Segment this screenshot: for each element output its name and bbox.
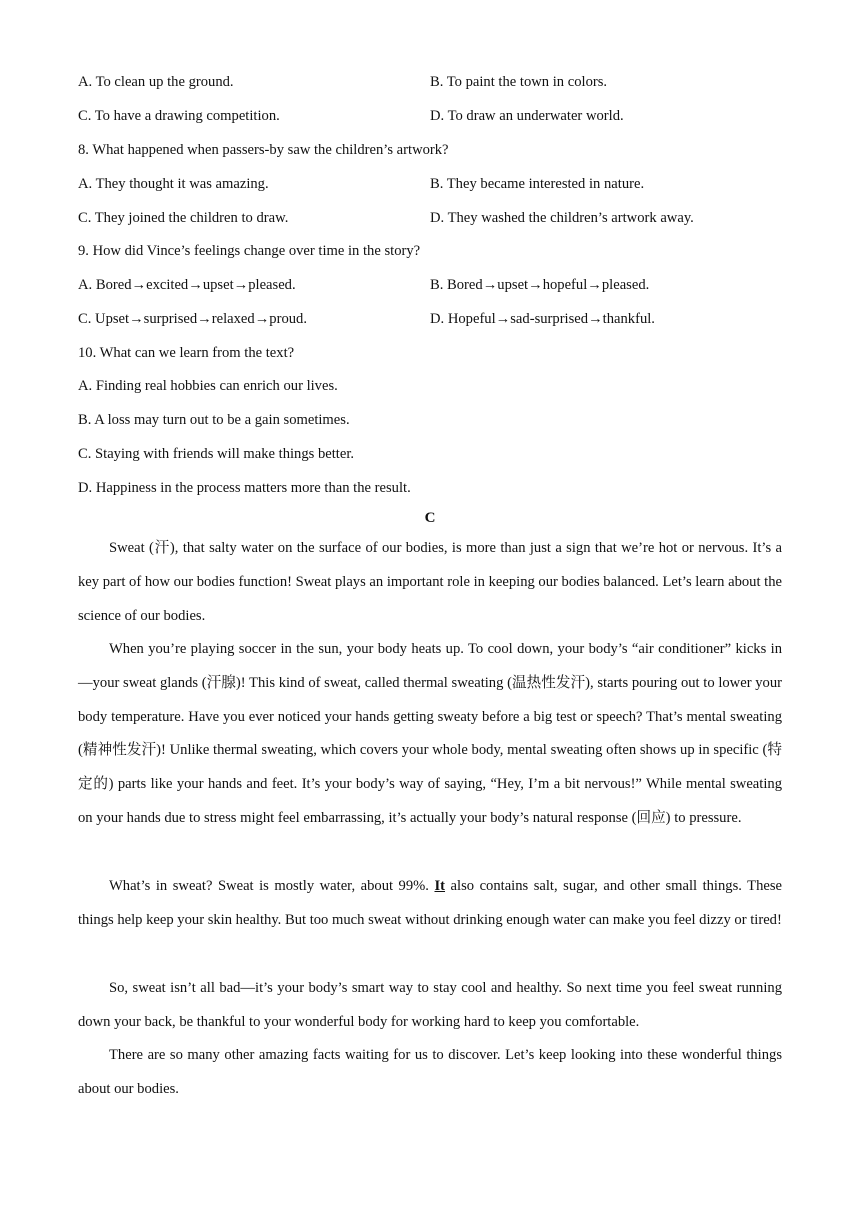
passage-paragraph-1: Sweat (汗), that salty water on the surface of our bodies, is more than just a sign that we’re hot or nervous. It’s a key part of how our bodies function! Sweat plays an important role in keeping our bodies balanced. Let’s learn about the science of our bodies. xyxy=(78,540,782,624)
q9-stem: 9. How did Vince’s feelings change over time in the story? xyxy=(78,243,421,259)
q7-option-c: C. To have a drawing competition. xyxy=(78,108,280,124)
q7-option-a: A. To clean up the ground. xyxy=(78,74,234,90)
paragraph-3-text-after: also contains salt, sugar, and other small things. These things help keep your skin healthy. But too much sweat without drinking enough water can make you feel dizzy or tired! xyxy=(78,878,783,928)
q10-option-d: D. Happiness in the process matters more than the result. xyxy=(78,480,411,496)
q7-option-d: D. To draw an underwater world. xyxy=(430,108,624,124)
q9-option-c: C. Upset→surprised→relaxed→proud. xyxy=(78,311,307,327)
section-title: C xyxy=(424,510,436,526)
passage-paragraph-2: When you’re playing soccer in the sun, your body heats up. To cool down, your body’s “air conditioner” kicks in—your sweat glands (汗腺)! This kind of sweat, called thermal sweating (温热性发汗), starts pouring out to lower your body temperature. Have you ever noticed your hands getting sweaty before a big test or speech? That’s mental sweating (精神性发汗)! Unlike thermal sweating, which covers your whole body, mental sweating often shows up in specific (特定的) parts like your hands and feet. It’s your body’s way of saying, “Hey, I’m a bit nervous!” While mental sweating on your hands due to stress might feel embarrassing, it’s actually your body’s natural response (回应) to pressure. xyxy=(78,641,782,826)
q8-option-d: D. They washed the children’s artwork away. xyxy=(430,210,694,226)
q8-option-a: A. They thought it was amazing. xyxy=(78,176,269,192)
q8-option-c: C. They joined the children to draw. xyxy=(78,210,289,226)
passage-paragraph-4: So, sweat isn’t all bad—it’s your body’s smart way to stay cool and healthy. So next time you feel sweat running down your back, be thankful to your wonderful body for working hard to keep you comfortable. xyxy=(78,980,782,1030)
passage-paragraph-3 xyxy=(78,870,782,938)
q9-option-a: A. Bored→excited→upset→pleased. xyxy=(78,277,296,293)
q9-option-d: D. Hopeful→sad-surprised→thankful. xyxy=(430,311,655,327)
q9-option-b: B. Bored→upset→hopeful→pleased. xyxy=(430,277,650,293)
q10-option-b: B. A loss may turn out to be a gain sometimes. xyxy=(78,412,350,428)
q10-option-c: C. Staying with friends will make things better. xyxy=(78,446,355,462)
q10-option-a: A. Finding real hobbies can enrich our lives. xyxy=(78,378,338,394)
passage-paragraph-5: There are so many other amazing facts waiting for us to discover. Let’s keep looking into these wonderful things about our bodies. xyxy=(78,1047,782,1097)
q8-stem: 8. What happened when passers-by saw the children’s artwork? xyxy=(78,142,449,158)
q7-option-b: B. To paint the town in colors. xyxy=(430,74,608,90)
paragraph-3-text-before: What’s in sweat? Sweat is mostly water, about 99%. xyxy=(109,878,435,894)
q10-stem: 10. What can we learn from the text? xyxy=(78,345,295,361)
underlined-word: It xyxy=(434,878,446,894)
q8-option-b: B. They became interested in nature. xyxy=(430,176,645,192)
